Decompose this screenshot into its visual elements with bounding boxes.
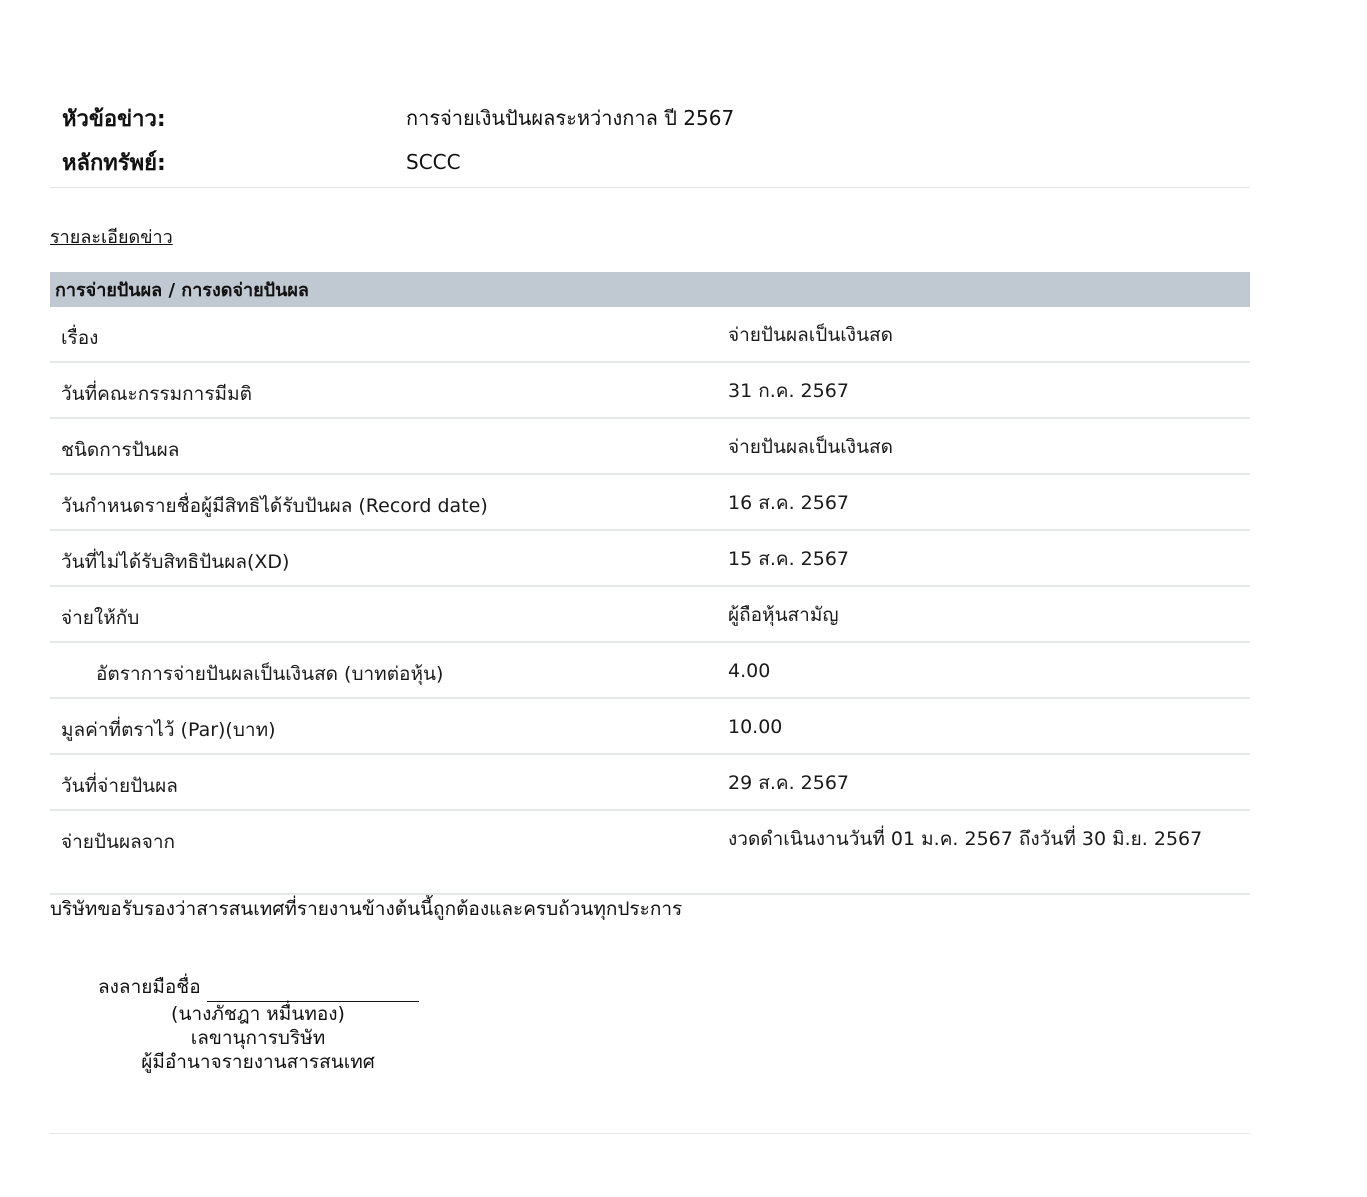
row-value: ผู้ถือหุ้นสามัญ <box>728 604 839 626</box>
security-value: SCCC <box>406 150 461 174</box>
row-value: จ่ายปันผลเป็นเงินสด <box>728 436 893 458</box>
row-value: 10.00 <box>728 716 783 738</box>
table-title: การจ่ายปันผล / การงดจ่ายปันผล <box>50 272 1250 307</box>
sign-label: ลงลายมือชื่อ <box>98 976 201 998</box>
security-row <box>62 140 1250 184</box>
row-value: 31 ก.ค. 2567 <box>728 380 849 402</box>
row-label: วันที่ไม่ได้รับสิทธิปันผล(XD) <box>61 551 290 573</box>
row-label: วันกำหนดรายชื่อผู้มีสิทธิได้รับปันผล (Record date) <box>61 495 488 517</box>
header-divider <box>50 187 1250 188</box>
signer-name: (นางภัชฎา หมื่นทอง) <box>171 1003 345 1025</box>
news-document <box>50 0 1250 1197</box>
row-label: วันที่คณะกรรมการมีมติ <box>61 383 252 405</box>
table-row <box>50 755 1250 811</box>
footer-divider <box>50 1133 1250 1134</box>
row-label: ชนิดการปันผล <box>61 439 180 461</box>
signature-line <box>207 981 419 1002</box>
table-row <box>50 811 1250 895</box>
row-value: 15 ส.ค. 2567 <box>728 548 849 570</box>
table-row <box>50 475 1250 531</box>
signer-position: เลขานุการบริษัท <box>190 1027 326 1049</box>
row-label: จ่ายให้กับ <box>61 607 140 629</box>
table-row <box>50 531 1250 587</box>
security-label: หลักทรัพย์: <box>62 150 166 176</box>
row-value: 4.00 <box>728 660 771 682</box>
table-row <box>50 363 1250 419</box>
news-header <box>62 96 1250 184</box>
row-label: มูลค่าที่ตราไว้ (Par)(บาท) <box>61 719 276 741</box>
dividend-table <box>50 272 1250 895</box>
headline-row <box>62 96 1250 140</box>
row-value: 16 ส.ค. 2567 <box>728 492 849 514</box>
table-row <box>50 419 1250 475</box>
row-label: เรื่อง <box>61 327 99 349</box>
row-value: งวดดำเนินงานวันที่ 01 ม.ค. 2567 ถึงวันที่ 30 มิ.ย. 2567 <box>728 828 1203 850</box>
signature-line-row <box>98 978 458 1002</box>
row-value: 29 ส.ค. 2567 <box>728 772 849 794</box>
news-details-link[interactable]: รายละเอียดข่าว <box>50 227 173 248</box>
signer-role: ผู้มีอำนาจรายงานสารสนเทศ <box>141 1051 375 1073</box>
row-label: วันที่จ่ายปันผล <box>61 775 178 797</box>
row-label: จ่ายปันผลจาก <box>61 831 176 853</box>
table-row <box>50 643 1250 699</box>
row-label: อัตราการจ่ายปันผลเป็นเงินสด (บาทต่อหุ้น) <box>96 663 444 685</box>
table-row <box>50 307 1250 363</box>
row-value: จ่ายปันผลเป็นเงินสด <box>728 324 893 346</box>
signature-block <box>98 978 458 1074</box>
headline-label: หัวข้อข่าว: <box>62 106 166 132</box>
table-row <box>50 587 1250 643</box>
certification-text: บริษัทขอรับรองว่าสารสนเทศที่รายงานข้างต้นนี้ถูกต้องและครบถ้วนทุกประการ <box>50 898 683 920</box>
table-row <box>50 699 1250 755</box>
headline-value: การจ่ายเงินปันผลระหว่างกาล ปี 2567 <box>406 106 735 130</box>
